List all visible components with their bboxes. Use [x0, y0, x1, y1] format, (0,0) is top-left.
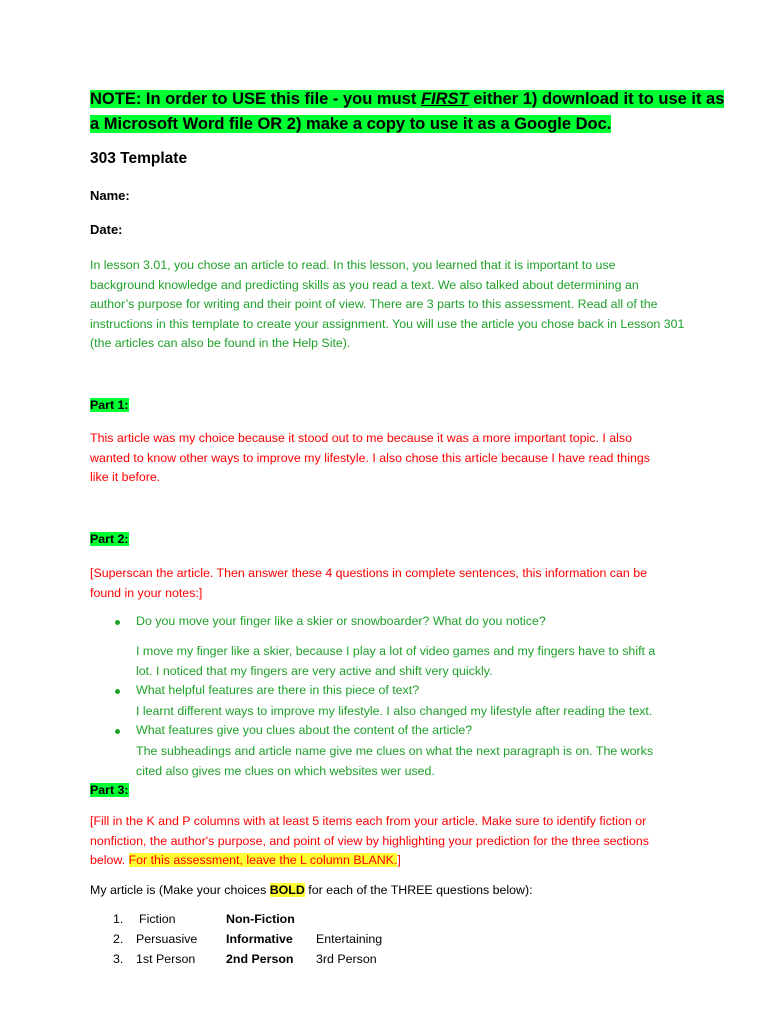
part2-instructions	[90, 564, 647, 603]
answer-3-line: The subheadings and article name give me clues on what the next paragraph is on. The works	[136, 744, 654, 758]
choice-row-number: 1.	[113, 912, 124, 926]
question-2: What helpful features are there in this piece of text?	[136, 683, 420, 697]
part3-instructions	[90, 812, 649, 871]
answer-1	[136, 642, 655, 681]
part3-instructions-line: [Fill in the K and P columns with at least 5 items each from your article. Make sure to identify fiction or	[90, 814, 647, 828]
choice-prompt-pre: My article is (Make your choices	[90, 883, 270, 897]
part3-heading-text: Part 3:	[90, 783, 129, 797]
note-line-1	[90, 85, 724, 113]
intro-line: In lesson 3.01, you chose an article to read. In this lesson, you learned that it is important to use	[90, 258, 616, 272]
answer-1-line: I move my finger like a skier, because I play a lot of video games and my fingers have to shift a	[136, 644, 656, 658]
name-label: Name:	[90, 188, 130, 203]
choice-non-fiction: Non-Fiction	[226, 912, 295, 926]
part2-heading	[90, 532, 129, 546]
article-choice-prompt	[90, 881, 533, 901]
part1-heading	[90, 398, 129, 412]
note-text-pre: NOTE: In order to USE this file - you must	[90, 90, 421, 108]
intro-paragraph	[90, 256, 684, 354]
bullet-icon	[115, 620, 120, 625]
choice-prompt-bold: BOLD	[269, 883, 305, 897]
answer-2: I learnt different ways to improve my lifestyle. I also changed my lifestyle after reading the text.	[136, 704, 653, 718]
part3-instructions-line: nonfiction, the author's purpose, and point of view by highlighting your prediction for the three sections	[90, 833, 649, 848]
note-line-2	[90, 110, 611, 138]
choice-prompt-post: for each of the THREE questions below):	[304, 883, 533, 897]
intro-line: author’s purpose for writing and their point of view. There are 3 parts to this assessment. Read all of the	[90, 297, 658, 311]
part2-instructions-line: found in your notes:]	[90, 585, 203, 600]
part1-answer-line: like it before.	[90, 470, 161, 484]
part2-heading-text: Part 2:	[90, 532, 129, 546]
intro-line: instructions in this template to create your assignment. You will use the article you chose back in Lesson 301	[90, 316, 685, 331]
part1-answer-line: wanted to know other ways to improve my lifestyle. I also chose this article because I have read things	[90, 450, 650, 465]
question-3: What features give you clues about the content of the article?	[136, 723, 473, 737]
choice-entertaining: Entertaining	[316, 932, 383, 946]
template-title: 303 Template	[90, 150, 188, 167]
part1-heading-text: Part 1:	[90, 398, 129, 412]
choice-row-number: 2.	[113, 932, 124, 946]
answer-3-line: cited also gives me clues on which websites wer used.	[136, 763, 435, 778]
choice-2nd-person: 2nd Person	[226, 952, 294, 966]
choice-3rd-person: 3rd Person	[316, 952, 377, 966]
part3-heading	[90, 783, 129, 797]
answer-1-line: lot. I noticed that my fingers are very active and shift very quickly.	[136, 663, 493, 678]
part3-instructions-line	[90, 851, 649, 871]
choice-fiction: Fiction	[139, 912, 176, 926]
choice-row-number: 3.	[113, 952, 124, 966]
choice-persuasive: Persuasive	[136, 932, 198, 946]
bullet-icon	[115, 689, 120, 694]
part1-answer-line: This article was my choice because it stood out to me because it was a more important topic. I also	[90, 431, 632, 445]
part3-instr-pre: below.	[90, 853, 129, 867]
question-1: Do you move your finger like a skier or snowboarder? What do you notice?	[136, 614, 546, 628]
bullet-icon	[115, 729, 120, 734]
part3-instr-post: ]	[397, 853, 401, 867]
part2-instructions-line: [Superscan the article. Then answer these 4 questions in complete sentences, this information can be	[90, 566, 647, 580]
choice-informative: Informative	[226, 932, 293, 946]
note-highlight-2: a Microsoft Word file OR 2) make a copy to use it as a Google Doc.	[90, 115, 612, 133]
answer-3	[136, 742, 653, 781]
part3-instr-highlight: For this assessment, leave the L column BLANK.	[128, 853, 398, 867]
date-label: Date:	[90, 222, 123, 237]
part1-answer	[90, 429, 650, 488]
note-text-post: either 1) download it to use it as	[468, 90, 725, 108]
note-first-emphasis: FIRST	[420, 90, 469, 108]
intro-line: (the articles can also be found in the Help Site).	[90, 336, 351, 350]
intro-line: background knowledge and predicting skills as you read a text. We also talked about determining an	[90, 277, 639, 292]
note-highlight-1	[90, 90, 724, 108]
choice-1st-person: 1st Person	[136, 952, 196, 966]
